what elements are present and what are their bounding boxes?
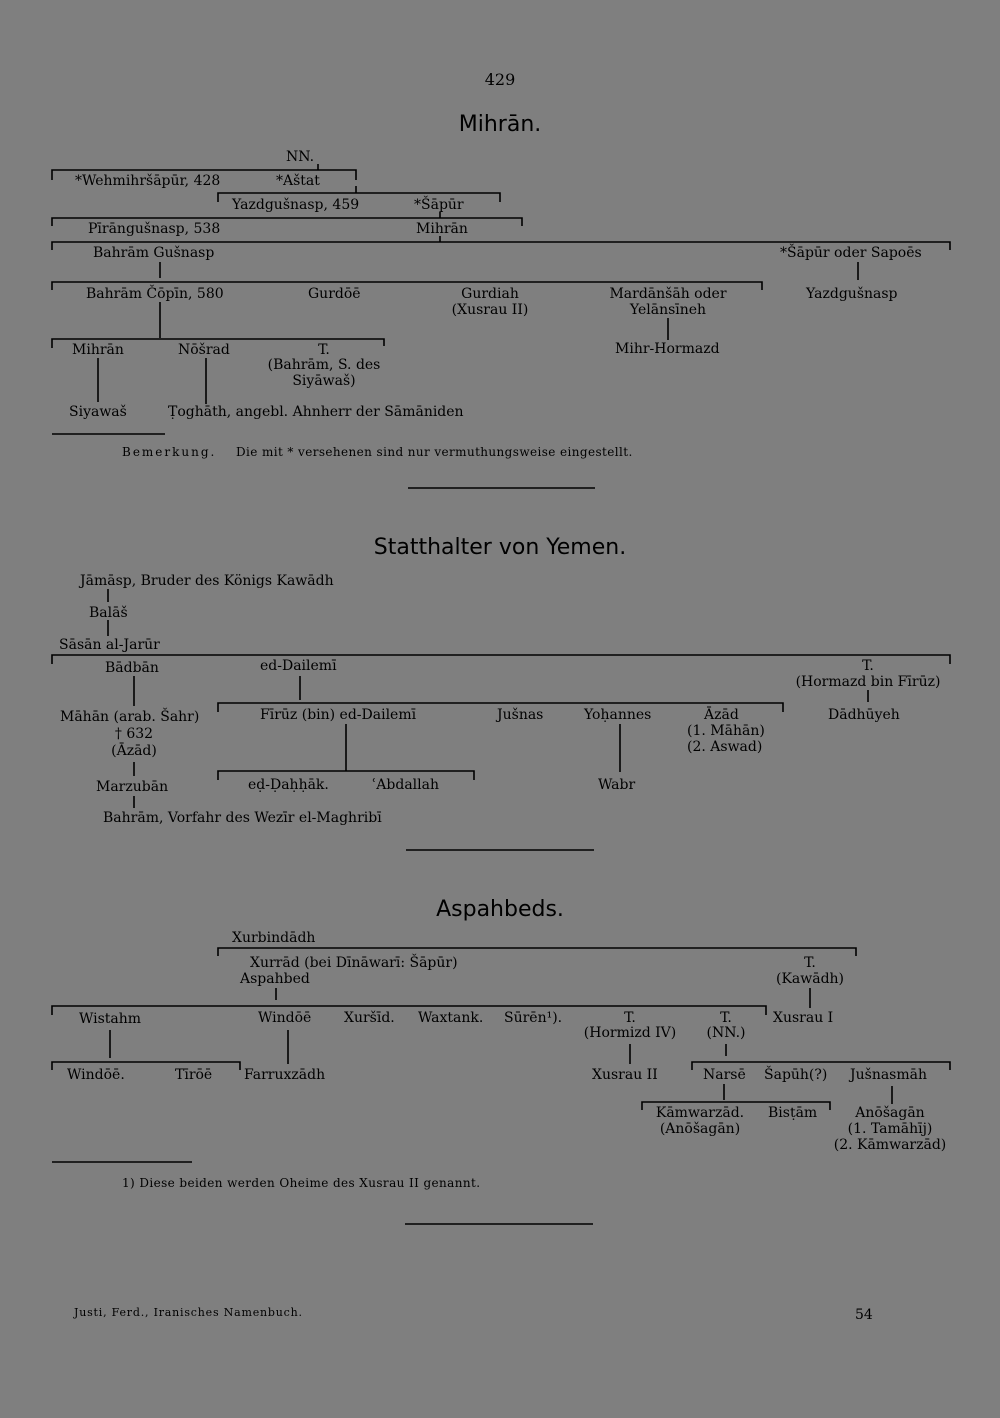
name-windoe-2: Windōē. [67,1067,125,1083]
name-anosagan: Anōšagān [855,1105,925,1121]
name-xusrau-i: Xusrau I [773,1010,834,1026]
section-title-yemen: Statthalter von Yemen. [373,535,627,560]
name-t-kawadh: T. [804,955,816,971]
name-mihran-2: Mihrān [416,221,468,237]
name-dahhak: eḍ-Ḍaḥḥāk. [248,777,329,793]
name-kamwarzad: Kāmwarzād. [655,1105,745,1121]
page-number: 429 [484,70,516,89]
name-narse: Narsē [703,1067,746,1083]
section-title-mihran: Mihrān. [458,112,542,137]
name-yelansineh: Yelānsīneh [629,302,707,318]
name-sasan: Sāsān al-Jarūr [59,637,160,653]
name-wabr: Wabr [598,777,636,793]
name-balas: Balāš [89,605,128,621]
name-aspahbed: Aspahbed [240,971,310,987]
name-sapur: *Šāpūr [414,197,464,213]
name-xurrad: Xurrād (bei Dīnāwarī: Šāpūr) [250,955,458,971]
name-yazdgusnasp-459: Yazdgušnasp, 459 [232,197,360,213]
name-azad: Āzād [704,707,739,723]
remark-text: Die mit * versehenen sind nur vermuthungsweise eingestellt. [236,445,633,459]
name-jusnas: Jušnas [497,707,544,723]
name-bahram-copin: Bahrām Čōpīn, 580 [86,286,224,302]
name-toghath: Ṭoghāth, angebl. Ahnherr der Sāmāniden [168,404,464,420]
remark-label: Bemerkung. [122,445,217,459]
name-abdallah: ʿAbdallah [372,777,439,793]
name-xusrau-ii: Xusrau II [592,1067,658,1083]
name-marzuban: Marzubān [96,779,169,795]
name-mihran-3: Mihrān [72,342,124,358]
name-suren: Sūrēn¹). [504,1010,563,1026]
note-gurdiah: (Xusrau II) [451,302,529,318]
name-xurbindadh: Xurbindādh [232,930,316,946]
note-hormizd: (Hormizd IV) [583,1025,677,1041]
name-badban: Bādbān [105,660,159,676]
name-mihr-hormazd: Mihr-Hormazd [615,341,720,357]
name-gurdiah: Gurdiah [461,286,519,302]
name-sapur-sapoes: *Šāpūr oder Sapoēs [780,245,922,261]
name-t-hormizd: T. [624,1010,636,1026]
name-firuz: Fīrūz (bin) ed-Dailemī [260,707,417,723]
name-mahan: Māhān (arab. Šahr) [60,709,200,725]
name-sapuh: Šapūh(?) [764,1067,828,1083]
name-waxtank: Waxtank. [418,1010,484,1026]
name-windoe: Windōē [258,1010,312,1026]
note-azad-2: (2. Aswad) [687,739,763,755]
name-wehmihrsapur: *Wehmihršāpūr, 428 [75,173,221,189]
name-t-nn: T. [720,1010,732,1026]
note-mahan-death: † 632 [114,726,154,742]
note-kawadh: (Kawādh) [775,971,845,987]
name-pirangusnasp: Pīrāngušnasp, 538 [88,221,221,237]
name-jusnasmah: Jušnasmāh [850,1067,927,1083]
note-anosagan-1: (1. Tamāhīj) [847,1121,933,1137]
note-t-1: (Bahrām, S. des [267,357,381,373]
note-anosagan-2: (2. Kāmwarzād) [833,1137,947,1153]
name-farruxzadh: Farruxzādh [244,1067,326,1083]
note-t-2: Siyāwaš) [292,373,356,389]
name-astat: *Aštat [276,173,320,189]
note-hormazd-bin-firuz: (Hormazd bin Fīrūz) [795,674,941,690]
name-ed-dailemi: ed-Dailemī [260,658,337,674]
name-wistahm: Wistahm [79,1011,142,1027]
name-yohannes: Yoḥannes [584,707,652,723]
note-azad-1: (1. Māhān) [687,723,765,739]
name-nosrad: Nōšrad [178,342,230,358]
name-bistam: Bisṭām [768,1105,818,1121]
name-t-yemen: T. [862,658,874,674]
name-bahram-gusnasp: Bahrām Gušnasp [93,245,215,261]
note-nn: (NN.) [706,1025,746,1041]
section-title-aspahbeds: Aspahbeds. [436,897,564,922]
name-bahram-vorfahr: Bahrām, Vorfahr des Wezīr el-Maghribī [103,810,382,826]
name-t-daughter: T. [318,342,330,358]
name-tiroe: Tīrōē [175,1067,213,1083]
footer-sheet-number: 54 [855,1307,873,1323]
note-azad-paren: (Āzād) [111,743,157,759]
name-yazdgusnasp: Yazdgušnasp [806,286,898,302]
name-mardansah: Mardānšāh oder [609,286,727,302]
name-gurdoe: Gurdōē [308,286,361,302]
footer-book-reference: Justi, Ferd., Iranisches Namenbuch. [74,1306,303,1319]
name-xursid: Xuršīd. [344,1010,395,1026]
name-dadhuyeh: Dādhūyeh [828,707,900,723]
name-nn: NN. [286,149,315,165]
name-jamasp: Jāmāsp, Bruder des Königs Kawādh [80,573,334,589]
name-siyawas: Siyawaš [69,404,127,420]
note-kamwarzad: (Anōšagān) [659,1121,741,1137]
footnote: 1) Diese beiden werden Oheime des Xusrau II genannt. [122,1176,481,1190]
